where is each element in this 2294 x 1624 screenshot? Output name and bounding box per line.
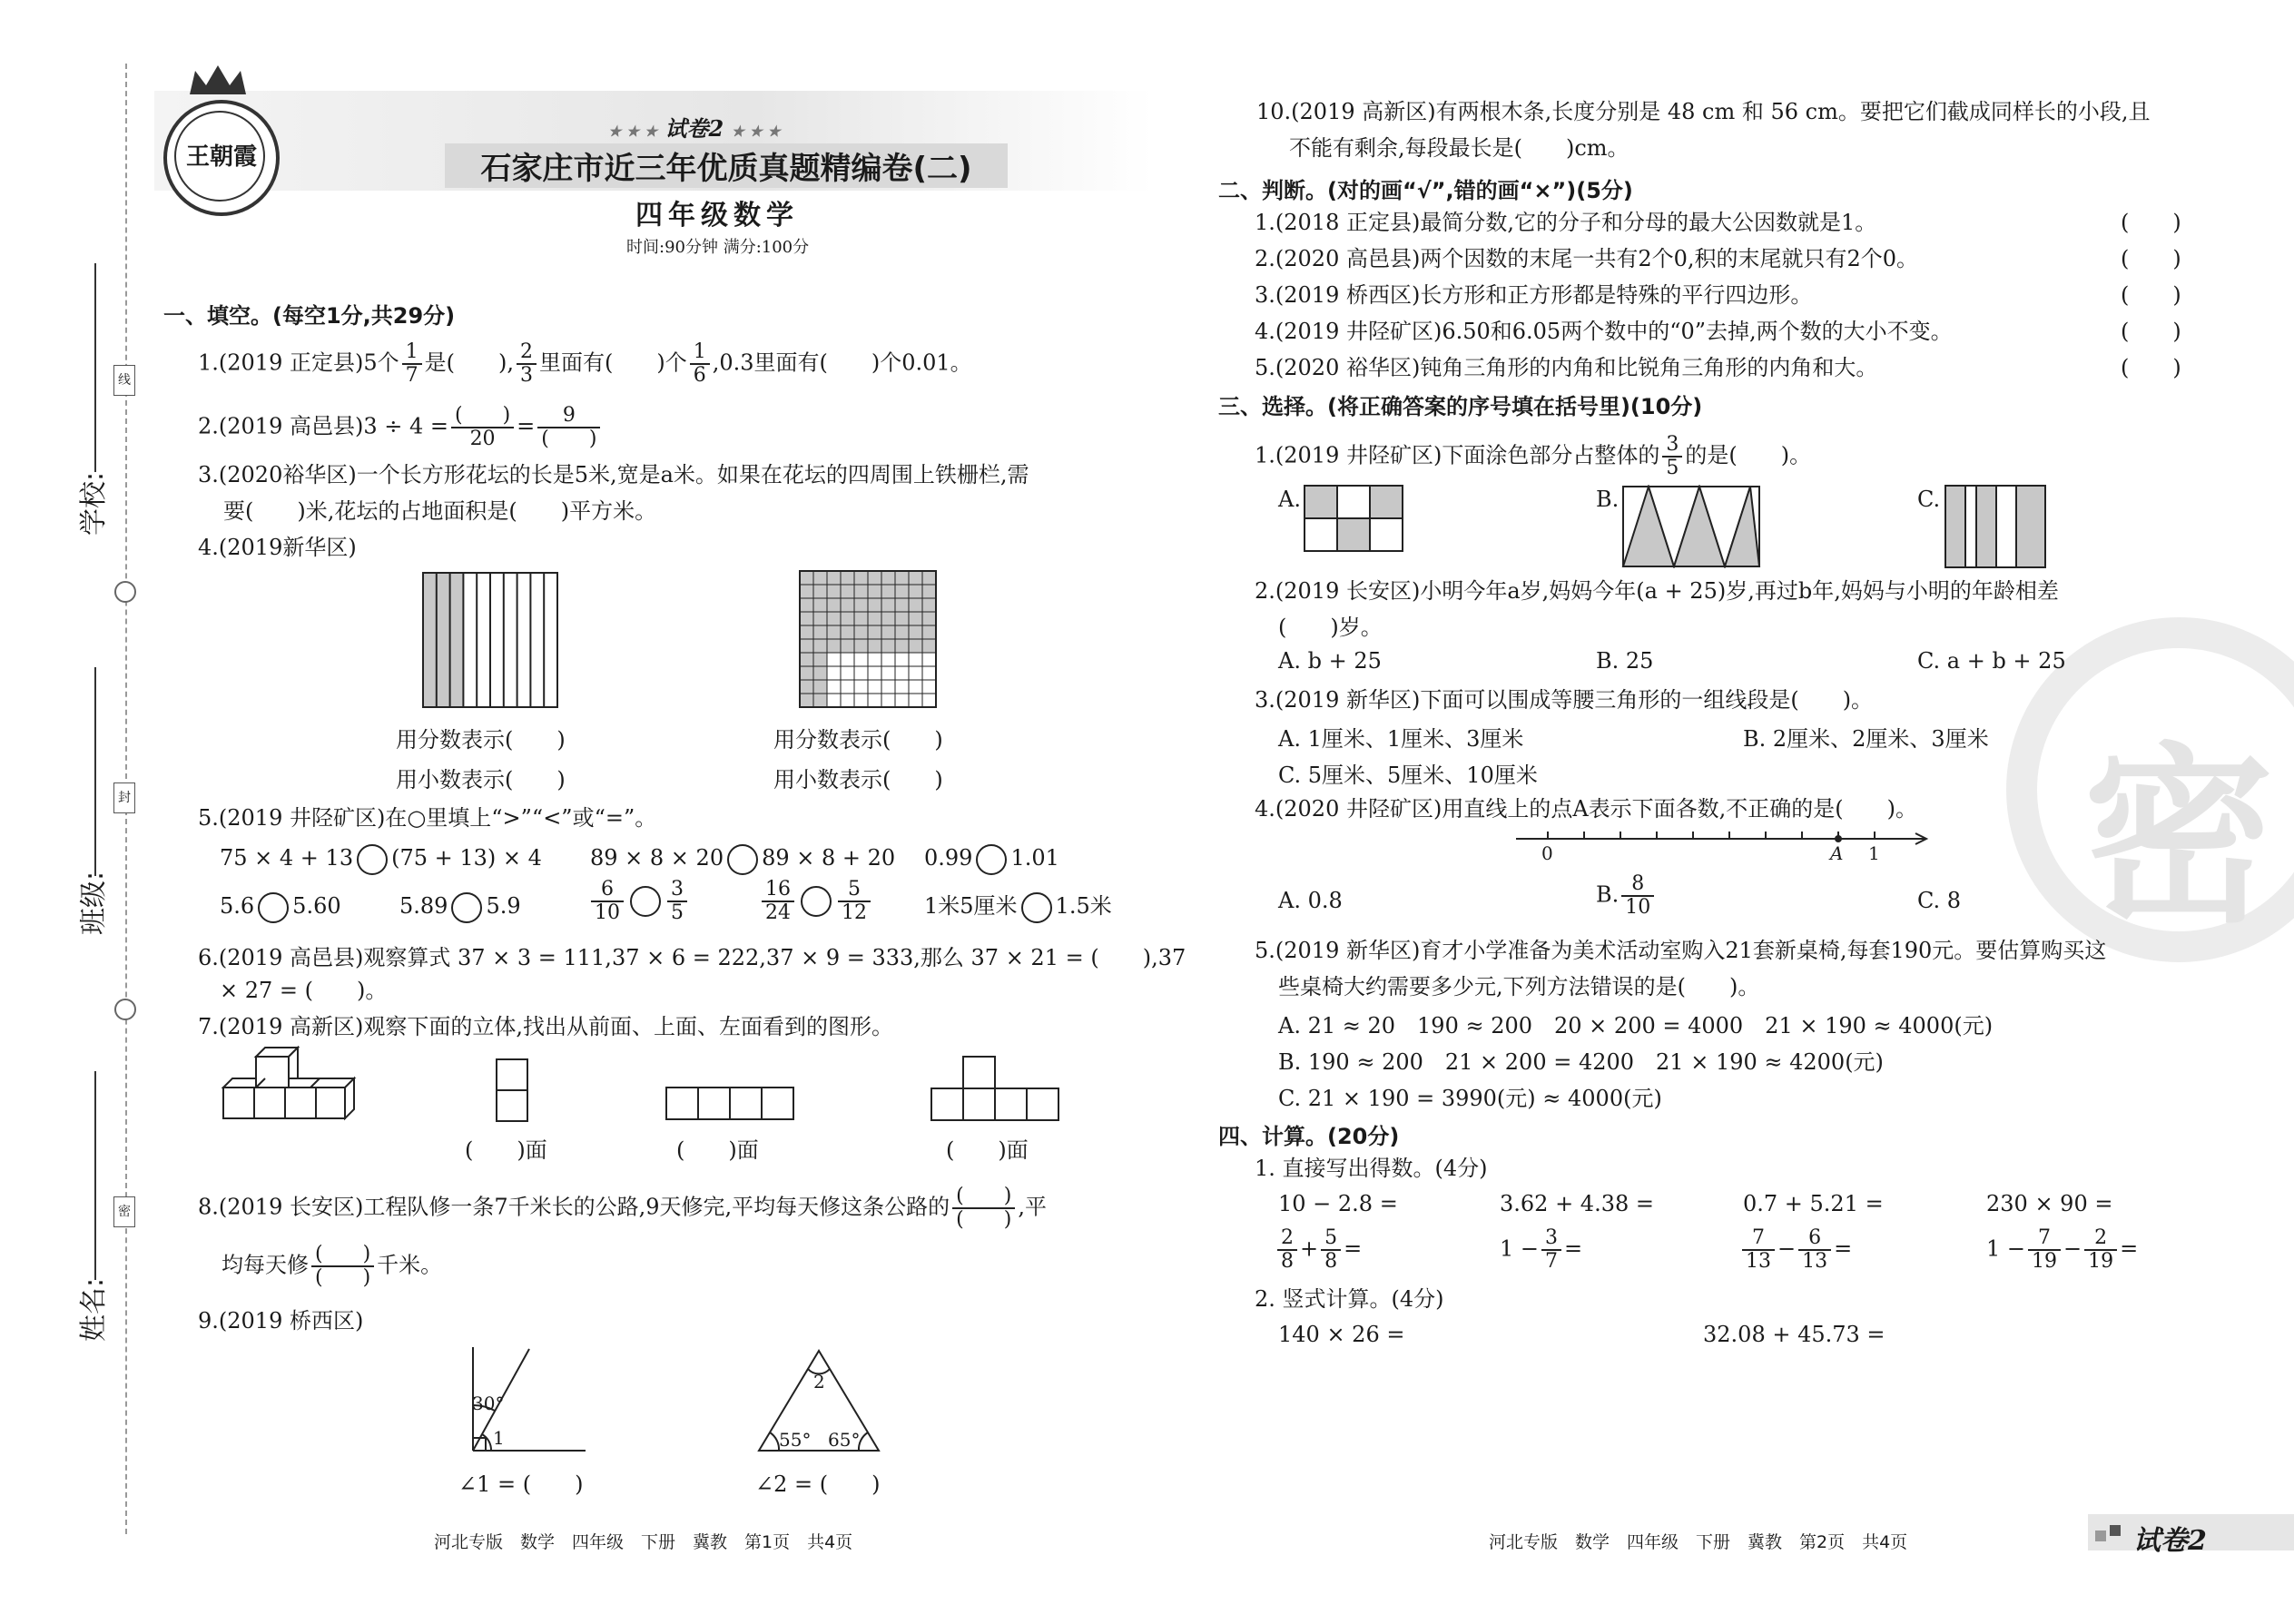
choice-4-option-b[interactable]: B. $\frac{8}{10}$ [1596, 873, 1657, 919]
choice-2-line2: ( )岁。 [1278, 615, 1383, 640]
exam-meta: 时间:90分钟 满分:100分 [626, 238, 810, 257]
question-7: 7.(2019 高新区)观察下面的立体,找出从前面、上面、左面看到的图形。 [198, 1014, 893, 1039]
judge-answer-box[interactable]: ( ) [2121, 282, 2181, 308]
choice-3: 3.(2019 新华区)下面可以围成等腰三角形的一组线段是( )。 [1255, 687, 1874, 713]
judge-answer-box[interactable]: ( ) [2121, 210, 2181, 235]
judge-item-4: 4.(2019 井陉矿区)6.50和6.05两个数中的“0”去掉,两个数的大小不变。 [1255, 319, 1953, 344]
triangle-angle-65-label: 65° [828, 1429, 861, 1451]
judge-item-3: 3.(2019 桥西区)长方形和正方形都是特殊的平行四边形。 [1255, 282, 1813, 308]
calc-item: 1 − $\frac{3}{7}$ = [1500, 1226, 1583, 1273]
choice-4-option-c[interactable]: C. 8 [1917, 888, 1962, 913]
school-underline [94, 263, 96, 472]
choice-2-option-c[interactable]: C. a + b + 25 [1917, 648, 2066, 674]
number-line-point-a: A [1830, 842, 1844, 864]
number-line-zero: 0 [1541, 842, 1553, 864]
logo-seal [163, 100, 280, 216]
fraction: $\frac{( )}{( )}$ [311, 1244, 374, 1289]
tag-square-icon [2110, 1525, 2121, 1536]
angle-1-label: 1 [493, 1427, 505, 1449]
compare-circle[interactable] [976, 844, 1007, 875]
question-9: 9.(2019 桥西区) [198, 1308, 364, 1334]
judge-item-5: 5.(2020 裕华区)钝角三角形的内角和比锐角三角形的内角和大。 [1255, 355, 1878, 380]
triangle-angle-55-label: 55° [779, 1429, 812, 1451]
calc-item: $\frac{2}{8}$ + $\frac{5}{8}$ = [1275, 1227, 1362, 1273]
judge-answer-box[interactable]: ( ) [2121, 246, 2181, 271]
choice-2-option-b[interactable]: B. 25 [1596, 648, 1654, 674]
choice-1-option-b[interactable]: B. [1596, 487, 1620, 512]
section-judge-title: 二、判断。(对的画“√”,错的画“×”)(5分) [1218, 178, 1633, 203]
judge-item-1: 1.(2018 正定县)最简分数,它的分子和分母的最大公因数就是1。 [1255, 210, 1877, 235]
series-text: 试卷2 [665, 115, 724, 142]
school-label: 学校: [78, 471, 110, 536]
choice-4-option-a[interactable]: A. 0.8 [1278, 888, 1343, 913]
calc-2-title: 2. 竖式计算。(4分) [1255, 1286, 1444, 1312]
watermark-text: 密 [2082, 726, 2274, 949]
question-8-line2: 均每天修 $\frac{( )}{( )}$ 千米。 [222, 1243, 443, 1289]
choice-3-option-a[interactable]: A. 1厘米、1厘米、3厘米 [1278, 726, 1524, 752]
judge-answer-box[interactable]: ( ) [2121, 319, 2181, 344]
fraction: $\frac{2}{3}$ [517, 341, 537, 387]
fraction: $\frac{( )}{( )}$ [952, 1186, 1015, 1231]
compare-item: 5.6 5.60 [220, 891, 341, 923]
calc-item: 230 × 90 = [1986, 1191, 2113, 1216]
choice-4: 4.(2020 井陉矿区)用直线上的点A表示下面各数,不正确的是( )。 [1255, 796, 1918, 822]
compare-circle[interactable] [801, 886, 832, 917]
question-3-line2: 要( )米,花坛的占地面积是( )平方米。 [223, 498, 657, 524]
question-6-line1: 6.(2019 高邑县)观察算式 37 × 3 = 111,37 × 6 = 222,37 × 9 = 333,那么 37 × 21 = ( ),37 [198, 945, 1186, 970]
view-answer-top: ( )面 [676, 1137, 759, 1163]
calc-item: 10 − 2.8 = [1278, 1191, 1398, 1216]
choice-5-line1: 5.(2019 新华区)育才小学准备为美术活动室购入21套新桌椅,每套190元。要估算购买这 [1255, 938, 2107, 963]
calc-item: 0.7 + 5.21 = [1743, 1191, 1884, 1216]
class-underline [94, 667, 96, 876]
number-line-one: 1 [1868, 842, 1880, 864]
judge-answer-box[interactable]: ( ) [2121, 355, 2181, 380]
class-label: 班级: [78, 871, 110, 935]
name-underline [94, 1071, 96, 1280]
angle-1-answer: ∠1 = ( ) [458, 1471, 584, 1497]
view-option-figure [665, 1086, 797, 1122]
logo-text: 王朝霞 [185, 143, 257, 171]
binding-mark-secret: 密 [113, 1196, 135, 1227]
compare-circle[interactable] [357, 844, 388, 875]
crown-icon [186, 64, 250, 98]
compare-circle[interactable] [630, 886, 661, 917]
compare-item: 1米5厘米 1.5米 [924, 891, 1112, 923]
compare-circle[interactable] [1021, 892, 1052, 923]
q4-fig2-decimal-answer: 用小数表示( ) [773, 767, 943, 792]
section-choice-title: 三、选择。(将正确答案的序号填在括号里)(10分) [1218, 394, 1703, 419]
tenths-strip-figure [422, 572, 558, 708]
choice-1: 1.(2019 井陉矿区)下面涂色部分占整体的 $\frac{3}{5}$ 的是( )。 [1255, 433, 1812, 479]
vertical-calc-item: 32.08 + 45.73 = [1703, 1322, 1885, 1347]
compare-item: 75 × 4 + 13 (75 + 13) × 4 [220, 842, 542, 875]
compare-item: 89 × 8 × 20 89 × 8 + 20 [590, 842, 895, 875]
binding-hole-icon [114, 999, 136, 1020]
choice-3-option-c[interactable]: C. 5厘米、5厘米、10厘米 [1278, 763, 1538, 788]
section-calculation-title: 四、计算。(20分) [1218, 1124, 1400, 1149]
question-6-line2: × 27 = ( )。 [220, 978, 388, 1003]
calc-item: 3.62 + 4.38 = [1500, 1191, 1654, 1216]
choice-2-line1: 2.(2019 长安区)小明今年a岁,妈妈今年(a + 25)岁,再过b年,妈妈与小明的年龄相差 [1255, 578, 2059, 604]
shaded-grid-option-a [1304, 485, 1403, 552]
binding-hole-icon [114, 581, 136, 603]
judge-item-2: 2.(2020 高邑县)两个因数的末尾一共有2个0,积的末尾就只有2个0。 [1255, 246, 1919, 271]
question-1: 1.(2019 正定县)5个 $\frac{1}{7}$ 是( ), $\frac{2}{3}$ 里面有( )个 $\frac{1}{6}$ ,0.3里面有( )个0.01。 [198, 340, 972, 387]
shaded-strips-option-c [1944, 485, 2046, 568]
question-8-line1: 8.(2019 长安区)工程队修一条7千米长的公路,9天修完,平均每天修这条公路的 $\frac{( )}{( )}$ ,平 [198, 1185, 1047, 1231]
choice-5-line2: 些桌椅大约需要多少元,下列方法错误的是( )。 [1278, 974, 1760, 999]
choice-1-option-a[interactable]: A. [1278, 487, 1301, 512]
fraction: $\frac{( )}{20}$ [451, 405, 514, 450]
compare-item: $\frac{6}{10}$ $\frac{3}{5}$ [588, 879, 690, 924]
question-4: 4.(2019新华区) [198, 535, 357, 560]
fraction: $\frac{9}{( )}$ [537, 405, 600, 450]
section-fill-in-title: 一、填空。(每空1分,共29分) [163, 303, 456, 329]
question-3-line1: 3.(2020裕华区)一个长方形花坛的长是5米,宽是a米。如果在花坛的四周围上铁栅栏,需 [198, 462, 1029, 487]
q4-fig1-fraction-answer: 用分数表示( ) [396, 727, 566, 753]
exam-tag: 试卷2 [2133, 1525, 2207, 1557]
compare-item: $\frac{16}{24}$ $\frac{5}{12}$ [759, 879, 873, 924]
view-answer-front: ( )面 [465, 1137, 547, 1163]
choice-5-option-b[interactable]: B. 190 ≈ 200 21 × 200 = 4200 21 × 190 ≈ 4200(元) [1278, 1049, 1884, 1075]
compare-circle[interactable] [727, 844, 758, 875]
cube-solid-figure [218, 1046, 363, 1127]
binding-mark-seal: 封 [113, 782, 135, 813]
series-label: ★ ★ ★ 试卷2 ★ ★ ★ [608, 115, 781, 142]
compare-circle[interactable] [451, 892, 482, 923]
fraction: $\frac{3}{5}$ [1662, 434, 1682, 479]
choice-3-option-b[interactable]: B. 2厘米、2厘米、3厘米 [1743, 726, 1989, 752]
choice-2-option-a[interactable]: A. b + 25 [1278, 648, 1382, 674]
fraction: $\frac{1}{7}$ [402, 341, 422, 387]
binding-mark-line: 线 [113, 365, 135, 396]
triangle-angle-2-label: 2 [813, 1371, 825, 1393]
question-10-line2: 不能有剩余,每段最长是( )cm。 [1289, 135, 1629, 161]
shaded-triangles-option-b [1621, 485, 1761, 568]
right-page-footer: 河北专版 数学 四年级 下册 冀教 第2页 共4页 [1489, 1532, 1908, 1552]
calc-item: 1 − $\frac{7}{19}$ − $\frac{2}{19}$ = [1986, 1226, 2139, 1273]
choice-5-option-c[interactable]: C. 21 × 190 = 3990(元) ≈ 4000(元) [1278, 1086, 1662, 1111]
view-option-figure [495, 1058, 531, 1125]
question-2: 2.(2019 高邑县)3 ÷ 4 = $\frac{( )}{20}$ = $\frac{9}{( )}$ [198, 405, 603, 450]
name-label: 姓名: [78, 1277, 110, 1342]
question-5: 5.(2019 井陉矿区)在○里填上“>”“<”或“=”。 [198, 805, 657, 831]
compare-item: 0.99 1.01 [924, 842, 1059, 875]
compare-circle[interactable] [258, 892, 289, 923]
angle-30-label: 30° [472, 1393, 505, 1414]
vertical-calc-item: 140 × 26 = [1278, 1322, 1405, 1347]
view-answer-left: ( )面 [946, 1137, 1029, 1163]
question-10-line1: 10.(2019 高新区)有两根木条,长度分别是 48 cm 和 56 cm。要把它们截成同样长的小段,且 [1256, 99, 2151, 124]
calc-item: $\frac{7}{13}$ − $\frac{6}{13}$ = [1739, 1227, 1852, 1273]
choice-5-option-a[interactable]: A. 21 ≈ 20 190 ≈ 200 20 × 200 = 4000 21 × 190 ≈ 4000(元) [1278, 1013, 1994, 1038]
tag-square-icon [2095, 1530, 2106, 1541]
q4-fig2-fraction-answer: 用分数表示( ) [773, 727, 943, 753]
page-title: 石家庄市近三年优质真题精编卷(二) [445, 143, 1008, 188]
fraction: $\frac{1}{6}$ [690, 341, 710, 387]
triangle-figure [755, 1347, 882, 1456]
q4-fig1-decimal-answer: 用小数表示( ) [396, 767, 566, 792]
choice-1-option-c[interactable]: C. [1917, 487, 1941, 512]
calc-1-title: 1. 直接写出得数。(4分) [1255, 1156, 1488, 1181]
angle-2-answer: ∠2 = ( ) [755, 1471, 881, 1497]
compare-item: 5.89 5.9 [399, 891, 521, 923]
hundredths-grid-figure [799, 570, 937, 708]
view-option-figure [930, 1055, 1062, 1124]
left-page-footer: 河北专版 数学 四年级 下册 冀教 第1页 共4页 [434, 1532, 853, 1552]
page-subtitle: 四年级数学 [635, 200, 799, 231]
